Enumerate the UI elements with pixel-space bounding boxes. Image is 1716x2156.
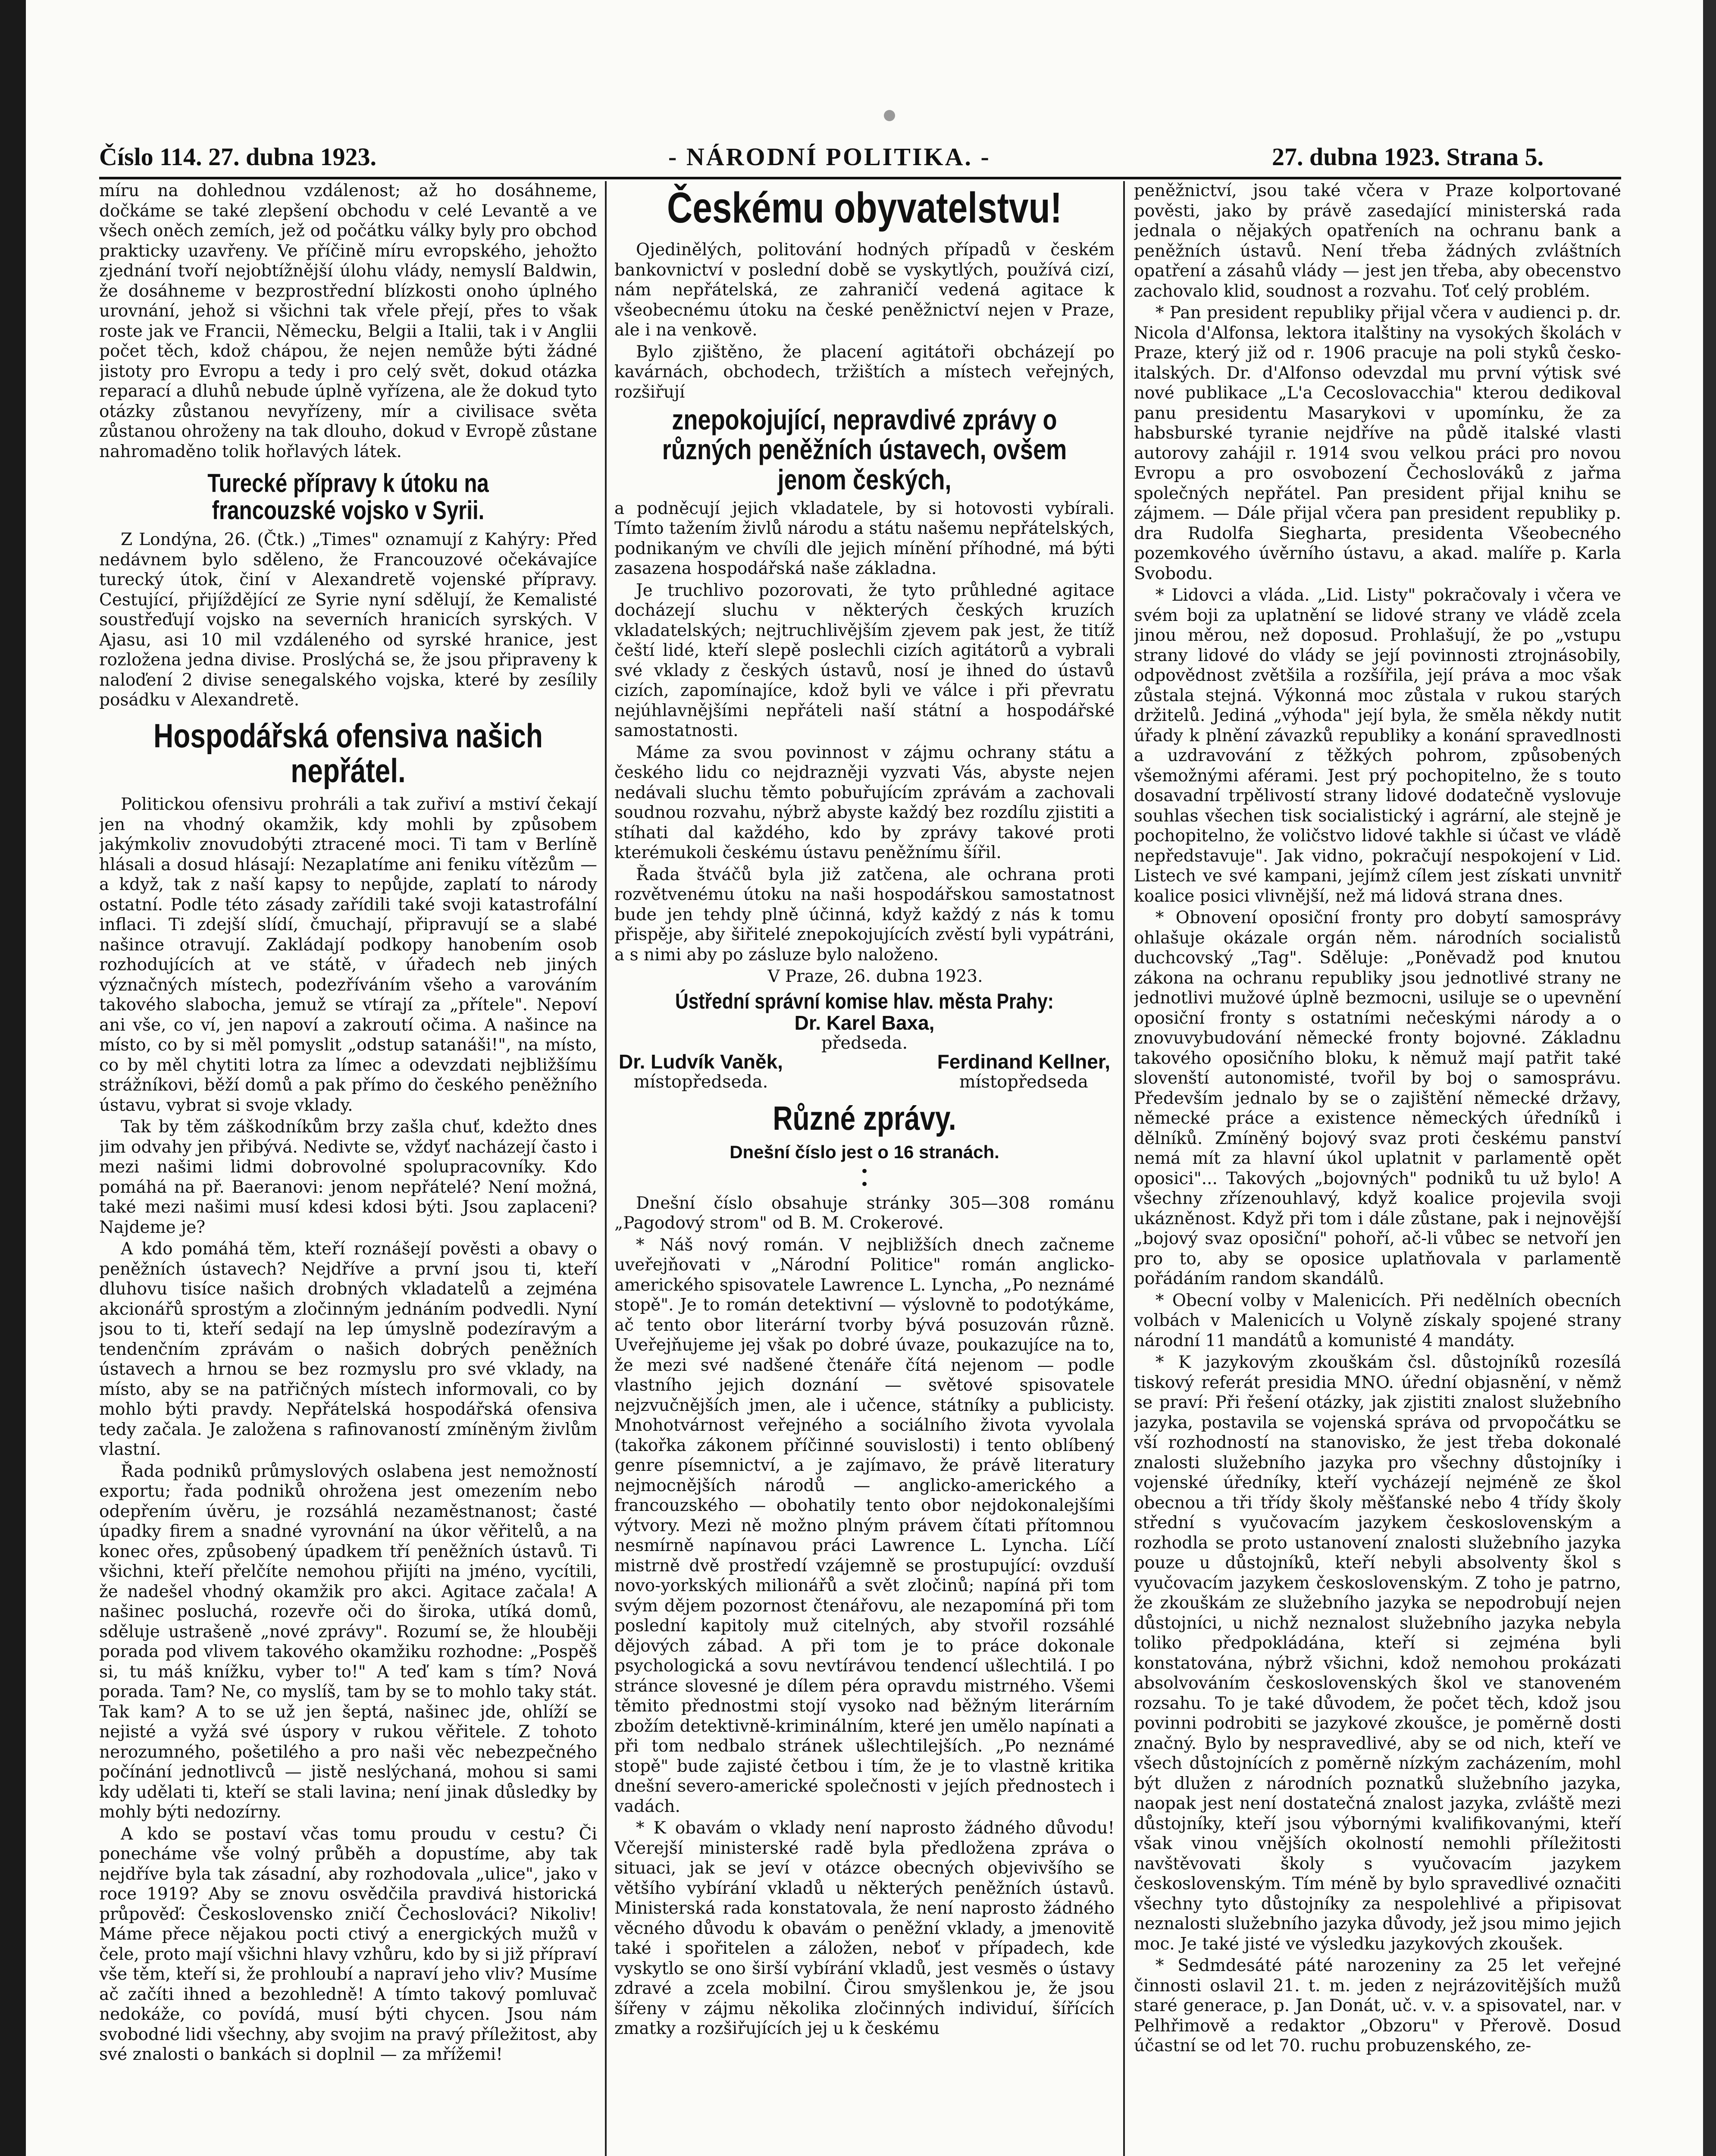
news-item: * K jazykovým zkouškám čsl. důstojníků rozesílá tiskový referát presidia MNO. úřední objasnění, v němž se praví: Při řešení otázky, jak zjistiti znalost služebního jazyka, postavila se vojenská správa od prvopočátku se vší rozhodností na stanovisko, že jest třeba dokonalé znalosti služebního jazyka pro všechny důstojníky i vojenské úředníky, kteří vycházejí nejméně ze škol obecnou a tři třídy školy měšťanské nebo 4 třídy školy střední s vyučovacím jazykem československým a rozhodla se proto ustanovení znalosti služebního jazyka pouze u důstojníků, kteří nebyli absolventy škol s vyučovacím jazykem československým. Z toho je patrno, že zkouškám ze služebního jazyka se nepodrobují nejen důstojníci, u nichž neznalost služebního jazyka nebyla toliko předpokládána, kteří si zejména byli konstatována, nýbrž všichni, kdož nemohou prokázati absolvováním československých škol ve stanoveném rozsahu. To je také důvodem, že počet těch, kdož jsou povinni podrobiti se jazykové zkoušce, je poměrně dosti značný. Bylo by nespravedlivé, aby se od nich, kteří ve všech důstojnících z poměrně nízkým zacházením, mohl být dlužen z národních poznatků služebního jazyka, naopak jest není dostatečná znalost jazyka, zvláště mezi důstojníky, kteří jsou výbornými kvalifikovanými, kteří však vinou vnějších okolností nemohli příležitosti navštěvovati školy s vyučovacím jazykem československým. Tím méně by bylo spravedlivé označiti všechny tyto důstojníky za nespolehlivé a připisovat neznalosti služebního jazyka důvody, jež jsou mimo jejich moc. Je také jisté ve výsledku jazykových zkoušek. — [1134, 1353, 1621, 1954]
vice-chair-1-name: Dr. Ludvík Vaněk, — [619, 1050, 783, 1073]
article-paragraph: Řada štváčů byla již zatčena, ale ochrana proti rozvětvenému útoku na naši hospodářskou samostatnost bude jen tehdy plně účinná, když každý z nás k tomu přispěje, aby šiřitelé znepokojujících zvěstí byli vypátráni, a s nimi aby po zásluze bylo naloženo. — [614, 865, 1115, 965]
news-subheading: Dnešní číslo jest o 16 stranách. — [730, 1142, 999, 1163]
masthead: - NÁRODNÍ POLITIKA. - — [668, 143, 991, 171]
news-item: * K obavám o vklady není naprosto žádného důvodu! Včerejší ministerské radě byla předložena zpráva o situaci, jak se jeví v otázce obecných objevivšího se většího vybírání vkladů u některých peněžních ústavů. Ministerská rada konstatovala, že není naprosto žádného věcného důvodu k obavám o peněžní vklady, a jmenovitě také i spořitelen a záložen, neboť v případech, kde vyskytlo se ono širší vybírání vkladů, jest vesměs o ústavy zdravé a zcela mobilní. Čirou smyšlenkou je, že jsou šířeny v zájmu několika zločinných individuí, šířících zmatky a rozšiřujících jej u k českému — [614, 1818, 1115, 2039]
news-item: * Obnovení oposiční fronty pro dobytí samosprávy ohlašuje okázale orgán něm. národních socialistů duchcovský „Tag". Sděluje: „Poněvadž pod knutou zákona na ochranu republiky jsou jednotlivé strany ne jednotlivi mužové úplně bezmocni, usiluje se o upevnění oposiční fronty s ostatními nečeskými národy a o znovuvybudování německé fronty bojovné. Základnu takového oposičního bloku, k němuž mají patřit také slovenští autonomisté, tvořil by boj o samosprávu. Především jednalo by se o zajištění německé državy, německé práce a existence německých úředníků i dělníků. Zmíněný bojový svaz proti českému panství nemá mít za hlavní úkol uplatnit v parlamentě opět oposici"... Takových „bojovných" podniků tu už bylo! A všechny zřízenouhlavý, když koalice projevila svoji ukázněnost. Když při tom i dále zůstane, pak i nejnovější „bojový svaz oposiční" pohoří, ač-li vůbec se netvoří jen pro to, aby se oposice uplatňovala v parlamentě pořádáním random skandálů. — [1134, 908, 1621, 1288]
news-item: * Pan president republiky přijal včera v audienci p. dr. Nicola d'Alfonsa, lektora italštiny na vysokých školách v Praze, který již od r. 1906 pracuje na poli styků česko-italských. Dr. d'Alfonso odevzdal mu první výtisk své nové publikace „L'a Cecoslovacchia" kterou dedikoval panu presidentu Masarykovi v upomínku, že za habsburské tyranie nejdříve na půdě italské vlasti autorovy zahájil r. 1914 svou velkou práci pro novou Evropu a pro osvobození Čechoslováků z jařma společných nepřátel. Pan president přijal knihu se zájmem. — Dále přijal včera pan president republiky p. dra Rudolfa Siegharta, presidenta Všeobecného pozemkového úvěrního ústavu, a akad. malíře p. Karla Svobodu. — [1134, 303, 1621, 583]
news-item: peněžnictví, jsou také včera v Praze kolportované pověsti, jako by právě zasedající ministerská rada jednala o nějakých opatřeních na ochranu bank a peněžních ústavů. Není třeba žádných zvláštních opatření a zásahů vlády — jest jen třeba, aby obecenstvo zachovalo klid, soudnost a rozvahu. Toť celý problém. — [1134, 181, 1621, 301]
scan-edge-right — [1703, 0, 1716, 2156]
article-paragraph: a podněcují jejich vkladatele, by si hotovosti vybírali. Tímto tažením živlů národu a státu našemu nepřátelských, podnikaným ve chvíli dle jejich mínění příhodné, má býti zasazena hospodářská naše základna. — [614, 498, 1115, 579]
headline-turkish-preparations: Turecké přípravy k útoku na francouzské vojsko v Syrii. — [207, 469, 489, 525]
vice-chair-1-role: místopředseda. — [633, 1072, 768, 1092]
article-continuation: míru na dohlednou vzdálenost; až ho dosáhneme, dočkáme se také zlepšení obchodu v celé Levantě a ve všech oněch zemích, jež od počátku války byly pro obchod prakticky uzavřeny. Ve příčině míru evropského, jehožto zjednání tvoří nejobtížnější úlohu vlády, nemyslí Baldwin, že dosáhneme v bezprostřední blízkosti onoho úplného urovnání, jehož si všichni tak vřele přejí, přes to však roste jak ve Francii, Německu, Belgii a Italii, tak i v Anglii počet těch, kdož chápou, že nejen nemůže býti žádné jistoty pro Evropu a tedy i pro celý svět, dokud otázka reparací a dluhů nebude úplně vyřízena, ale že dokud tyto otázky zůstanou nevyřízeny, mír a civilisace světa zůstanou ohroženy na tak dlouho, dokud v Evropě zůstane nahromaděno tolik hořlavých látek. — [99, 181, 597, 461]
vice-chair-2-name: Ferdinand Kellner, — [937, 1050, 1110, 1073]
news-item: * Náš nový román. V nejbližších dnech začneme uveřejňovati v „Národní Politice" román anglicko-amerického spisovatele Lawrence L. Lyncha, „Po neznámé stopě". Je to román detektivní — výslovně to podotýkáme, ač tento obor literární tvorby bývá posuzován různě. Uveřejňujeme jej však po dobré úvaze, poukazujíce na to, že mezi své nadšené čtenáře čítá nejenom — podle vlastního jejich doznání — světové spisovatele nejzvučnějších jmen, ale i učence, státníky a publicisty. Mnohotvárnost veřejného a sociálního života vyvolala (takořka zákonem příčinné souvislosti) i tento oblíbený genre písemnictví, a je zajímavo, že právě literatury nejmocnějších národů — anglicko-amerického a francouzského — obohatily tento obor nejdokonalejšími výtvory. Mezi ně možno plným právem čítati přítomnou nesmírně napínavou práci Lawrence L. Lyncha. Líčí mistrně dvě prostředí vzájemně se prostupující: ovzduší novo-yorkských milionářů a svět zločinů; napíná při tom svým dějem pozornost čtenářovu, ale nezapomíná při tom poslední kapitoly muž citelných, aby stvořil rozsáhlé dějových zábad. A při tom je to práce dokonale psychologická a sovu nevtírávou tendencí ušlechtilá. I po stránce slovesné je dílem péra opravdu mistrného. Všemi těmito přednostmi stojí vysoko nad běžným literárním zbožím detektivně-kriminálním, které jen umělo napínati a při tom nedbalo stránek ušlechtilejších. „Po neznámé stopě" bude zajisté četbou i tím, že je to vlastně kritika dnešní severo-americké společnosti v jejích přednostech i vadách. — [614, 1235, 1115, 1816]
news-item: * Obecní volby v Malenicích. Při nedělních obecních volbách v Malenicích u Volyně získaly spojené strany národní 11 mandátů a komunisté 4 mandáty. — [1134, 1291, 1621, 1351]
article-paragraph: Řada podniků průmyslových oslabena jest nemožností exportu; řada podniků ohrožena jest omezením nebo odepřením úvěru, je rozsáhlá nezaměstnanost; časté úpadky firem a snadné vyrovnání na úkor věřitelů, a na konec ořes, způsobený úpadkem tří peněžních ústavů. Ti všichni, kteří přelčíte nemohou přijíti na jméno, vycítili, že nadešel vhodný okamžik pro akci. Agitace začala! A našinec posluchá, rozevře oči do široka, utíká domů, sděluje ustrašeně „nové zprávy". Rozumí se, že hlouběji porada pod vlivem takového okamžiku rozhodne: „Pospěš si, tu máš knížku, vyber to!" A teď kam s tím? Nová porada. Tam? Ne, co myslíš, tam by se to mohlo taky stát. Tak kam? A to se už jen šeptá, našinec jde, ohlíží se nejisté a vyžá své úspory v rukou věřitele. Z tohoto nerozumného, pošetilého a pro naši věc nebezpečného počínání jednotlivců — jistě neslýchaná, mohou si sami kdy udělati ti, kteří se stali lavina; není jinak důsledky by mohly býti nedozírny. — [99, 1461, 597, 1822]
issue-number: Číslo 114. 27. dubna 1923. — [99, 143, 377, 171]
article-paragraph: Je truchlivo pozorovati, že tyto průhledné agitace docházejí sluchu v některých českých kruzích vkladatelských; nejtruchlivějším zjevem pak jest, že titíž čeští lidé, kteří slepě poslechli cizích agitátorů a vybrali své vklady z českých ústavů, nosí je ihned do ústavů cizích, zapomínajíce, kdož byli ve válce i při převratu nejúhlavnějšími nepřáteli naší státní a hospodářské samostatnosti. — [614, 580, 1115, 741]
column-rule-1 — [605, 181, 607, 2156]
article-paragraph: A kdo pomáhá těm, kteří roznášejí pověsti a obavy o peněžních ústavech? Nejdříve a první jsou ti, kteří dluhovu tisíce našich drobných vkladatelů a zejména akcionářů sprostým a zločinným jednáním podvedli. Nyní jsou to ti, kteří sedají na lep úmyslně podezíravým a tendenčním zprávám o našich dobrých peněžních ústavech a hrnou se bez rozmyslu pro své vklady, na místo, aby se na patřičných místech informovali, co by mohlo býti pravdy. Nepřátelská hospodářská ofensiva tedy začala. Je založena s rafinovaností zmíněným živlům vlastní. — [99, 1239, 597, 1460]
header-rule — [99, 177, 1621, 179]
news-item: Dnešní číslo obsahuje stránky 305—308 románu „Pagodový strom" od B. M. Crokerové. — [614, 1193, 1115, 1233]
column-3 — [1134, 181, 1621, 2156]
dateline: V Praze, 26. dubna 1923. — [767, 967, 983, 987]
article-paragraph: Z Londýna, 26. (Čtk.) „Times" oznamují z Kahýry: Před nedávnem bylo sděleno, že Francouzové očekávajíce turecký útok, činí v Alexandretě vojenské přípravy. Cestující, přijíždějící ze Syrie nyní sdělují, že Kemalisté soustřeďují vojsko na severních hranicích syrských. V Ajasu, asi 10 mil vzdáleného od syrské hranice, jest rozložena jedna divise. Proslýchá se, že jsou připraveny k naloďení 2 divise senegalského vojska, které by zesílily posádku v Alexandretě. — [99, 530, 597, 710]
scan-edge-left — [0, 0, 26, 2156]
article-paragraph: Tak by těm záškodníkům brzy zašla chuť, kdežto dnes jim odvahy jen přibývá. Nedivte se, vždyť nacházejí často i mezi našimi lidmi dobrovolné spolupracovníky. Kdo pomáhá na př. Baeranovi: jenom nepřátelé? Není možná, také mezi našimi musí kdesi kdosi býti. Jsou zaplaceni? Najdeme je? — [99, 1117, 597, 1237]
chair-signature — [614, 1013, 1115, 1052]
headline-economic-offensive: Hospodářská ofensiva našich nepřátel. — [153, 716, 543, 790]
headline-false-reports: znepokojující, nepravdivé zprávy o různých peněžních ústavech, ovšem jenom českých, — [662, 404, 1067, 495]
column-1 — [99, 181, 597, 2156]
article-paragraph: Bylo zjištěno, že placení agitátoři obcházejí po kavárnách, obchodech, tržištích a místech veřejných, rozšiřují — [614, 342, 1115, 402]
article-paragraph: A kdo se postaví včas tomu proudu v cestu? Či ponecháme vše volný průběh a dopustíme, aby tak nejdříve byla tak zásadní, aby rozhodovala „ulice", jako v roce 1919? Aby se znovu osvědčila pravdivá historická průpověď: Československo zničí Čechoslováci? Nikoliv! Máme přece nějakou pocti ctivý a energických mužů v čele, proto mají všichni hlavy vzhůru, kdo by si již přípraví vše těm, kteří si, že prohloubí a napraví jeho vliv? Musíme ač začíti ihned a bezohledně! A tímto takový pomluvač nedokáže, co povídá, musí býti chycen. Jsou nám svobodné lidi všechny, aby svojim na pravý příležitost, aby své znalosti o bankách si doplnil — za mřížemi! — [99, 1824, 597, 2065]
column-rule-2 — [1123, 181, 1125, 2156]
article-paragraph: Ojedinělých, politování hodných případů v českém bankovnictví v poslední době se vyskytlých, používá cizí, nám nepřátelská, ze zahraničí vedená agitace k všeobecnému útoku na české peněžnictví nejen v Praze, ale i na venkově. — [614, 240, 1115, 340]
vice-chair-signatures — [614, 1052, 1115, 1093]
article-paragraph: Máme za svou povinnost v zájmu ochrany státu a českého lidu co nejdrazněji vyzvati Vás, abyste nejen nedávali sluchu těmto pobuřujícím zprávám a zachovali soudnou rozvahu, nýbrž abyste každý bez rozdílu zjistiti a stíhati dal každého, kdo by zprávy takové proti kterémukoli českému ústavu peněžnímu šířil. — [614, 743, 1115, 863]
article-paragraph: Politickou ofensivu prohráli a tak zuřiví a mstiví čekají jen na vhodný okamžik, kdy mohli by způsobem jakýmkoliv znovudobýti ztracené moci. Ti tam v Berlíně hlásali a dosud hlásají: Nezaplatíme ani feniku vítězům — a když, tak z naší kapsy to nepůjde, zaplatí to národy ostatní. Podle této zásady zařídili také svoji katastrofální inflaci. Ti zdejší slídí, čmuchají, připravují se a slabé našince otravují. Zakládají podkopy hanobením osob rozhodujících at ve státě, v úřadech neb jiných význačných místech, podezříváním všeho a varováním takového slabocha, jemuž se vtírají za „přítele". Nepoví ani vše, co ví, jen napoví a zakroutí očima. A našince na místo, co by si měl pomyslit „odstup satanáši!", na místo, co by měl chytiti lotra za límec a odevzdati nejbližšímu strážníkovi, běží domů a pak přímo do českého peněžního ústavu, vybrat si svoje vklady. — [99, 795, 597, 1115]
news-item: * Sedmdesáté páté narozeniny za 25 let veřejné činnosti oslavil 21. t. m. jeden z nejrázovitějších mužů staré generace, p. Jan Donát, uč. v. v. a spisovatel, nar. v Pelhřimově a redaktor „Obzoru" v Přerově. Dosud účastní se od let 70. ruchu probuzenského, ze- — [1134, 1956, 1621, 2056]
column-2 — [614, 181, 1115, 2156]
news-item: * Lidovci a vláda. „Lid. Listy" pokračovaly i včera ve svém boji za uplatnění se lidové strany ve vládě zcela jinou měrou, než doposud. Prohlašují, že po „vstupu strany lidové do vlády se její povinnosti ztrojnásobily, odpovědnost zvětšila a rozšířila, její práva a moc však zůstala stejná. Výkonná moc zůstala v rukou starých držitelů. Jediná „výhoda" její byla, že směla někdy nutit úřady k plnění závazků republiky a konání spravedlnosti a uzdravování z těžkých pohrom, způsobených všemožnými aférami. Jest prý pochopitelno, že s touto dosavadní trpělivostí strany lidové dodatečně vyslovuje souhlas všechen tisk socialistický i agrární, ale stejně je pochopitelno, že voličstvo lidové takhle si účast ve vládě nepředstavuje". Jak vidno, pokračují nespokojení v Lid. Listech ve své kampani, jejímž cílem jest získati unvnitř koalice posici vlivnější, než má lidová strana dnes. — [1134, 586, 1621, 906]
headline-various-news: Různé zprávy. — [773, 1099, 956, 1138]
headline-appeal-to-czech-population: Českému obyvatelstvu! — [667, 184, 1062, 232]
page-date-number: 27. dubna 1923. Strana 5. — [1272, 143, 1544, 171]
vice-chair-2-role: místopředseda — [959, 1072, 1088, 1092]
ink-smudge — [884, 110, 895, 121]
chair-name: Dr. Karel Baxa, — [794, 1012, 935, 1034]
page-header — [99, 142, 1621, 177]
committee-name: Ústřední správní komise hlav. města Prahy: — [675, 989, 1054, 1013]
separator-dots: • • — [860, 1163, 869, 1193]
chair-role: předseda. — [821, 1033, 908, 1053]
